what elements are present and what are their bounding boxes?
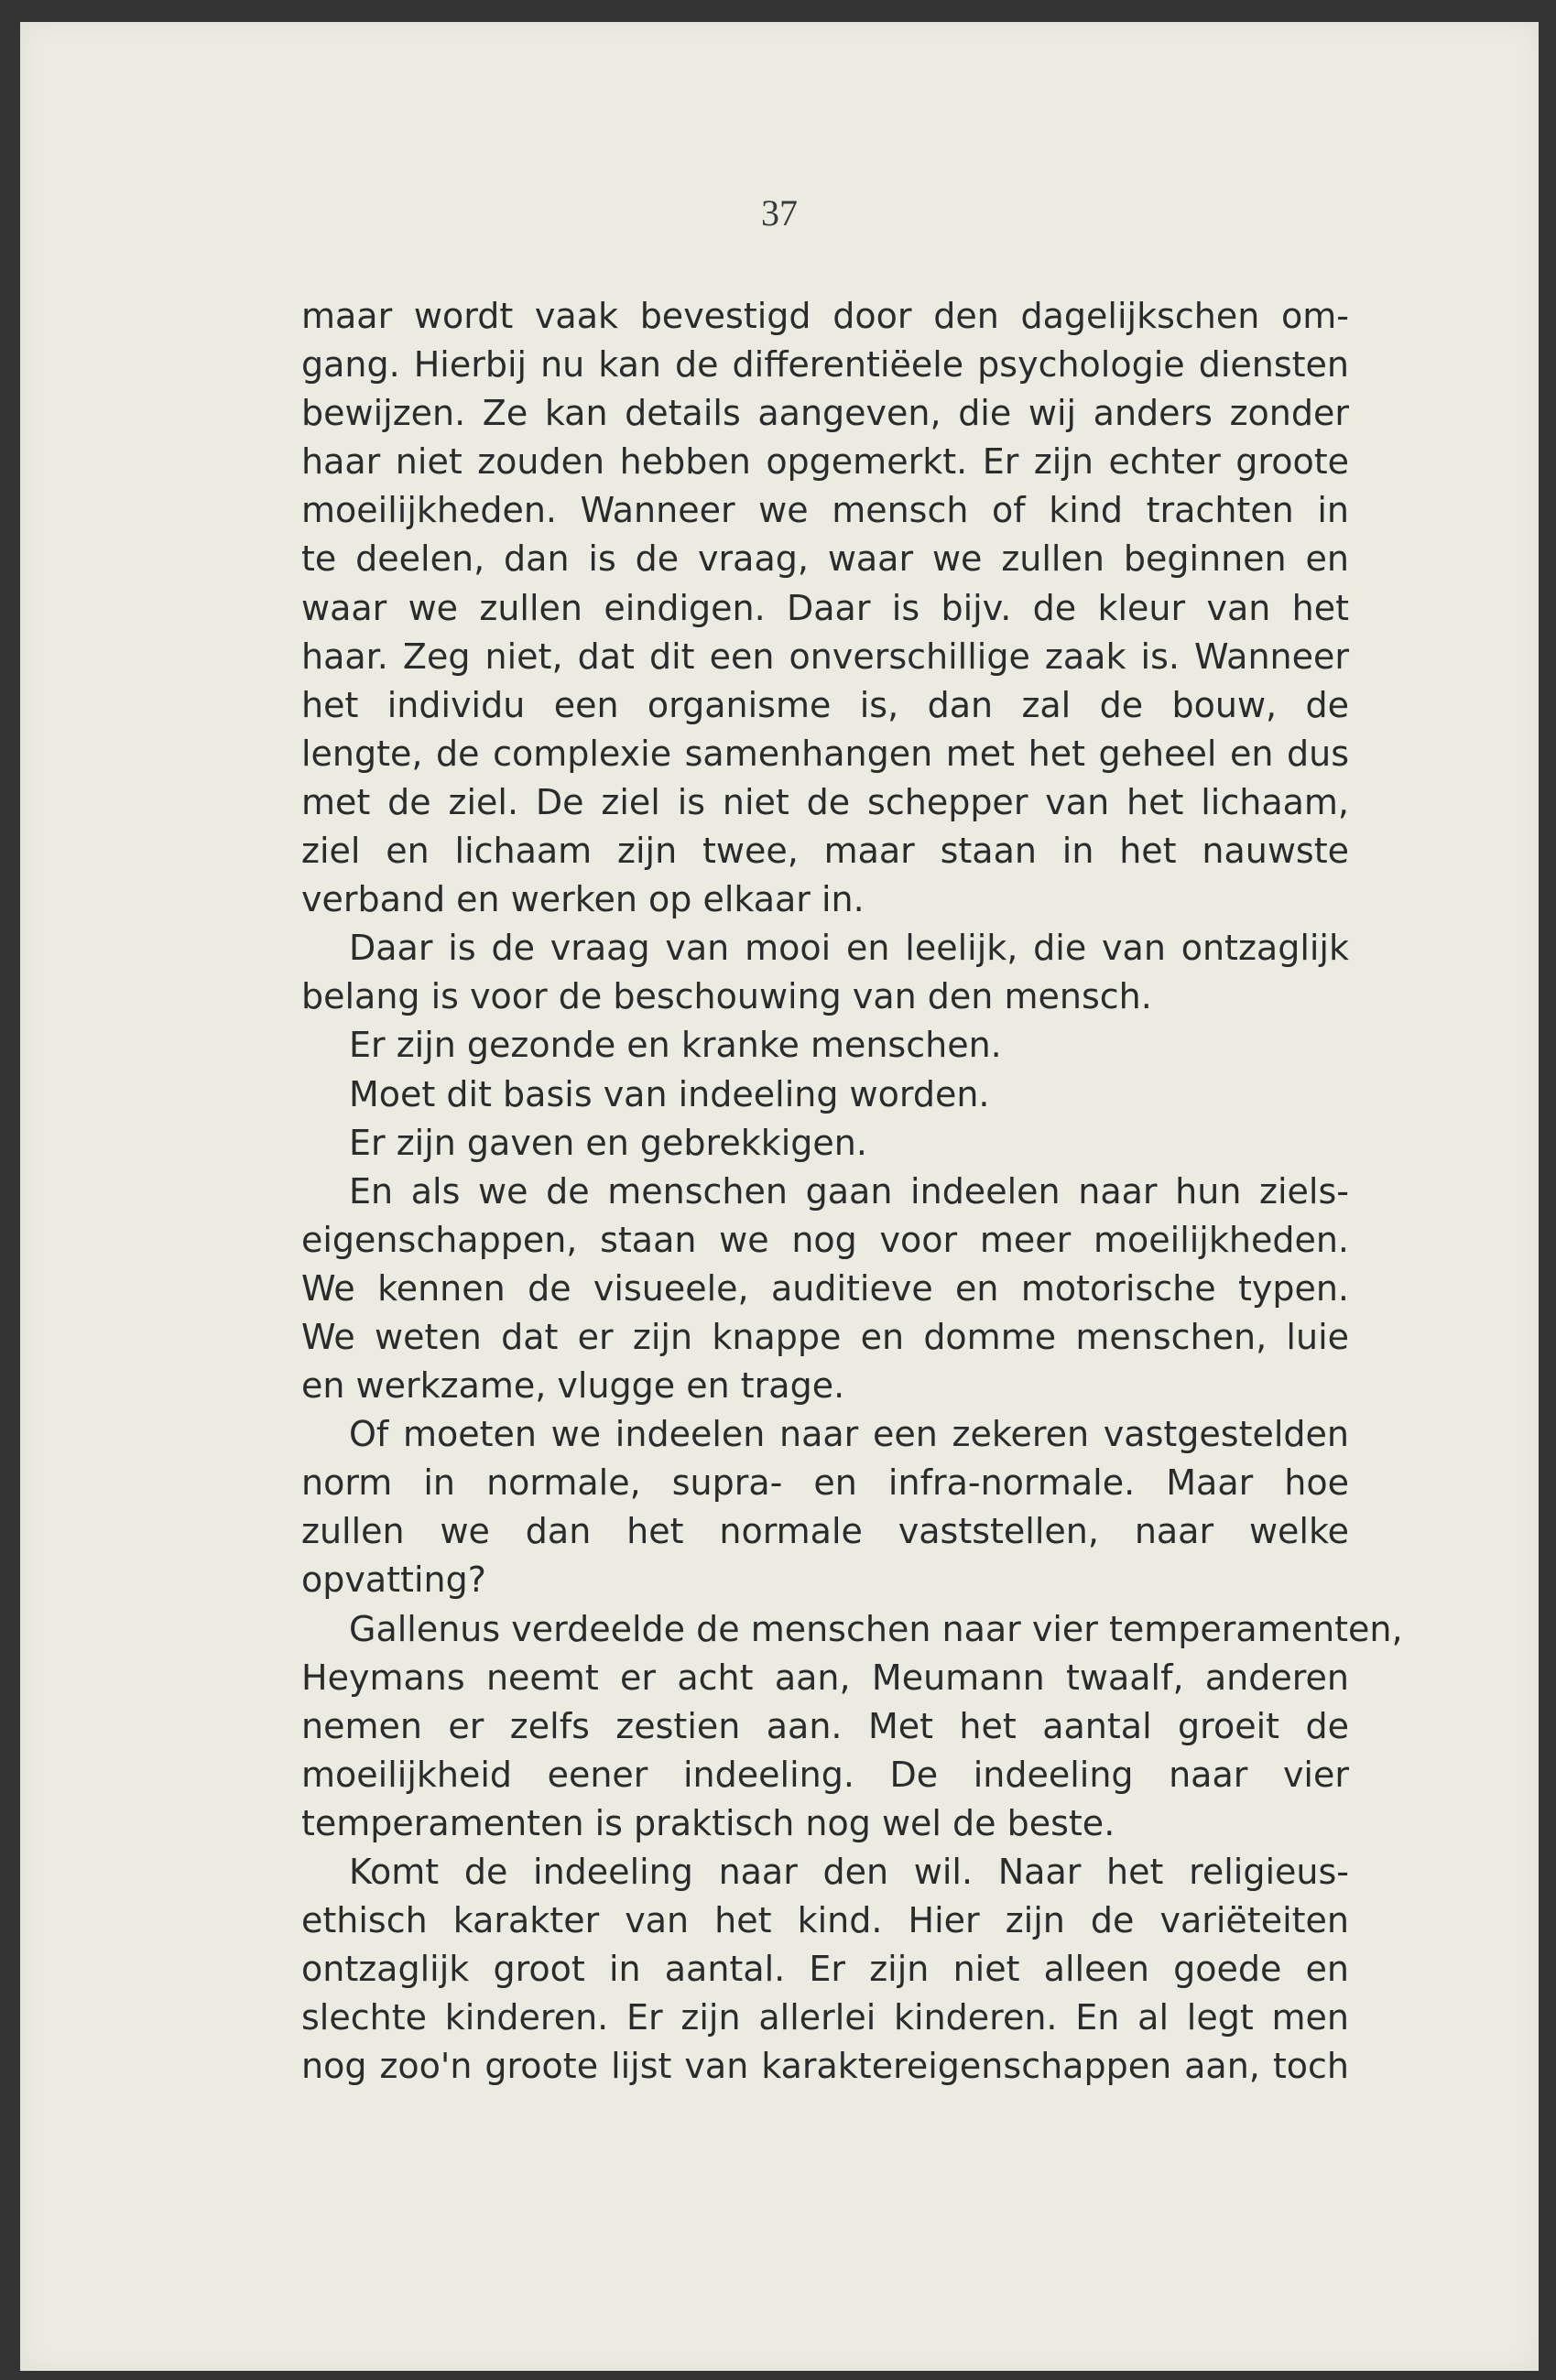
text-line: En als we de menschen gaan indeelen naar hun ziels- [349,1170,1349,1212]
paragraph [301,1119,1349,1168]
text-line: nemen er zelfs zestien aan. Met het aantal groeit de [301,1705,1349,1746]
text-line: lengte, de complexie samenhangen met het geheel en dus [301,733,1349,774]
text-line: Komt de indeeling naar den wil. Naar het religieus- [349,1852,1349,1892]
text-line: moeilijkheden. Wanneer we mensch of kind trachten in [301,490,1349,531]
body-text [301,292,1403,2091]
text-line: We weten dat er zijn knappe en domme menschen, luie [301,1316,1349,1357]
text-line: en werkzame, vlugge en trage. [301,1365,845,1407]
text-line: het individu een organisme is, dan zal de bouw, de [301,684,1349,725]
page-number: 37 [761,192,798,234]
paragraph [301,292,1349,924]
text-line: opvatting? [301,1559,486,1601]
text-line: We kennen de visueele, auditieve en motorische typen. [301,1267,1349,1309]
text-line: waar we zullen eindigen. Daar is bijv. de kleur van het [301,587,1349,628]
text-line: met de ziel. De ziel is niet de schepper van het lichaam, [301,781,1349,822]
paragraph [301,1070,1349,1119]
text-line: Daar is de vraag van mooi en leelijk, die van ontzaglijk [349,928,1349,969]
paragraph [301,1605,1403,1848]
text-line: ziel en lichaam zijn twee, maar staan in het nauwste [301,831,1349,872]
paragraph [301,924,1349,1021]
text-line: Er zijn gezonde en kranke menschen. [349,1025,1002,1066]
paragraph [301,1848,1349,2091]
text-line: nog zoo'n groote lijst van karaktereigenschappen aan, toch [301,2046,1349,2087]
text-line: temperamenten is praktisch nog wel de beste. [301,1802,1115,1843]
book-page [20,22,1539,2371]
text-line: norm in normale, supra- en infra-normale. Maar hoe [301,1462,1349,1504]
text-line: Er zijn gaven en gebrekkigen. [349,1122,867,1163]
text-line: Heymans neemt er acht aan, Meumann twaalf, anderen [301,1657,1349,1698]
text-line: ethisch karakter van het kind. Hier zijn de variëteiten [301,1900,1349,1941]
text-line: belang is voor de beschouwing van den mensch. [301,976,1152,1017]
text-line: Of moeten we indeelen naar een zekeren vastgestelden [349,1414,1349,1455]
text-line: slechte kinderen. Er zijn allerlei kinderen. En al legt men [301,1997,1349,2038]
text-line: bewijzen. Ze kan details aangeven, die wij anders zonder [301,393,1349,434]
text-line: te deelen, dan is de vraag, waar we zullen beginnen en [301,538,1349,580]
paragraph [301,1021,1349,1070]
text-line: maar wordt vaak bevestigd door den dagelijkschen om- [301,296,1349,336]
paragraph [301,1168,1349,1410]
text-line: ontzaglijk groot in aantal. Er zijn niet alleen goede en [301,1949,1349,1990]
text-line: moeilijkheid eener indeeling. De indeeling naar vier [301,1754,1349,1795]
text-line: haar niet zouden hebben opgemerkt. Er zijn echter groote [301,441,1349,483]
text-line: Moet dit basis van indeeling worden. [349,1073,990,1114]
text-line: eigenschappen, staan we nog voor meer moeilijkheden. [301,1219,1349,1260]
text-line: verband en werken op elkaar in. [301,879,865,920]
paragraph [301,1410,1349,1604]
text-line: haar. Zeg niet, dat dit een onverschillige zaak is. Wanneer [301,636,1349,677]
text-line: Gallenus verdeelde de menschen naar vier temperamenten, [349,1608,1403,1649]
text-line: zullen we dan het normale vaststellen, naar welke [301,1511,1349,1552]
text-line: gang. Hierbij nu kan de differentiëele psychologie diensten [301,344,1349,386]
